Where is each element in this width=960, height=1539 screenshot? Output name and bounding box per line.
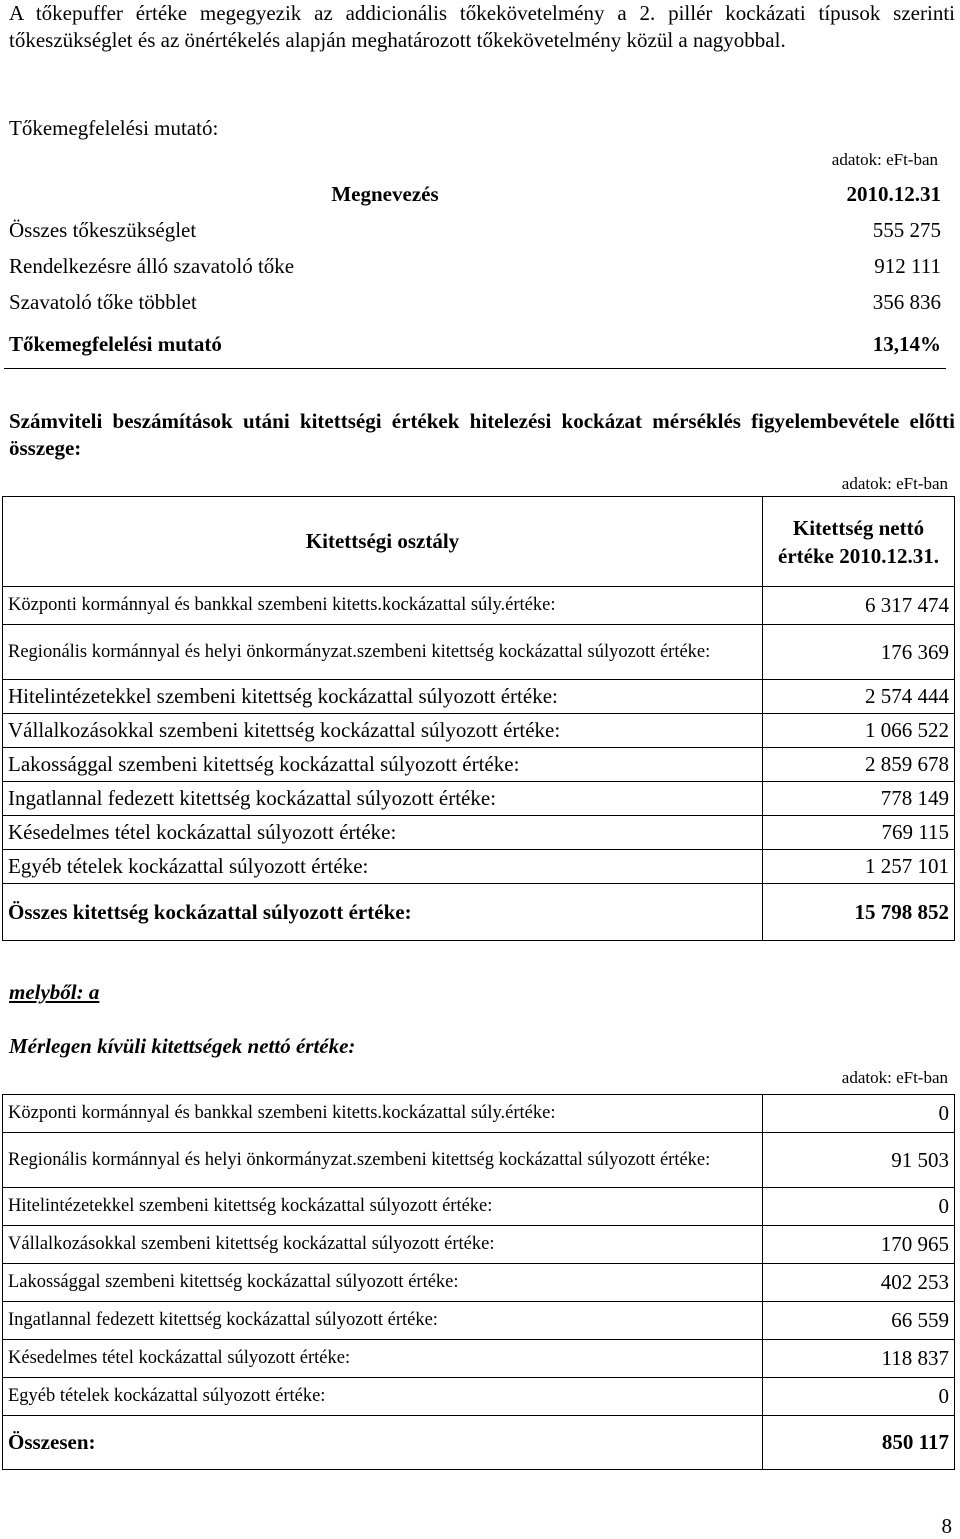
capital-unit-note: adatok: eFt-ban — [831, 150, 938, 169]
table-row — [3, 1340, 955, 1378]
table-row — [3, 1378, 955, 1416]
row-label: Regionális kormánnyal és helyi önkormányzat.szembeni kitettség kockázattal súlyozott értéke: — [3, 625, 763, 680]
row-value: 356 836 — [872, 289, 941, 314]
row-value: 91 503 — [763, 1133, 955, 1188]
row-label: Lakossággal szembeni kitettség kockázattal súlyozott értéke: — [3, 748, 763, 782]
table-row — [3, 816, 955, 850]
table-total-row — [3, 1416, 955, 1470]
table-row — [3, 680, 955, 714]
table-row — [3, 1095, 955, 1133]
offbalance-heading: Mérlegen kívüli kitettségek nettó értéke: — [9, 1034, 356, 1058]
row-value: 2 859 678 — [763, 748, 955, 782]
table-header-row — [4, 176, 946, 212]
row-value: 2 574 444 — [763, 680, 955, 714]
row-value: 912 111 — [874, 253, 941, 278]
row-label: Összes tőkeszükséglet — [9, 217, 197, 242]
table-row — [4, 284, 946, 320]
table-row — [4, 248, 946, 284]
table-row — [3, 587, 955, 625]
intro-paragraph: A tőkepuffer értéke megegyezik az addicionális tőkekövetelmény a 2. pillér kockázati típusok szerinti tőkeszükséglet és az önértékelés alapján meghatározott tőkekövetelmény közül a nagyobbal. — [9, 1, 955, 52]
of-which-label: melyből: a — [9, 980, 100, 1004]
row-label: Központi kormánnyal és bankkal szembeni kitetts.kockázattal súly.értéke: — [3, 1095, 763, 1133]
total-label: Tőkemegfelelési mutató — [4, 320, 766, 369]
row-label: Vállalkozásokkal szembeni kitettség kockázattal súlyozott értéke: — [3, 1226, 763, 1264]
table-header-row — [3, 497, 955, 587]
column-header-class: Kitettségi osztály — [3, 497, 763, 587]
row-label: Késedelmes tétel kockázattal súlyozott értéke: — [3, 1340, 763, 1378]
row-value: 0 — [763, 1378, 955, 1416]
row-label: Ingatlannal fedezett kitettség kockázattal súlyozott értéke: — [3, 1302, 763, 1340]
row-label: Egyéb tételek kockázattal súlyozott értéke: — [3, 1378, 763, 1416]
total-label: Összes kitettség kockázattal súlyozott értéke: — [3, 884, 763, 941]
row-label: Lakossággal szembeni kitettség kockázattal súlyozott értéke: — [3, 1264, 763, 1302]
exposure-unit-note: adatok: eFt-ban — [841, 474, 948, 493]
table-total-row — [3, 884, 955, 941]
row-value: 1 257 101 — [763, 850, 955, 884]
row-label: Regionális kormánnyal és helyi önkormányzat.szembeni kitettség kockázattal súlyozott értéke: — [3, 1133, 763, 1188]
offbalance-unit-note: adatok: eFt-ban — [841, 1068, 948, 1087]
row-label: Szavatoló tőke többlet — [9, 289, 197, 314]
row-value: 0 — [763, 1188, 955, 1226]
row-value: 66 559 — [763, 1302, 955, 1340]
row-value: 555 275 — [872, 217, 941, 242]
exposure-table — [2, 496, 955, 941]
row-label: Vállalkozásokkal szembeni kitettség kockázattal súlyozott értéke: — [3, 714, 763, 748]
table-row — [4, 212, 946, 248]
total-value: 13,14% — [766, 320, 946, 369]
total-value: 850 117 — [763, 1416, 955, 1470]
row-value: 118 837 — [763, 1340, 955, 1378]
table-row — [3, 850, 955, 884]
column-header-date: 2010.12.31 — [846, 181, 941, 206]
row-label: Egyéb tételek kockázattal súlyozott értéke: — [3, 850, 763, 884]
table-row — [3, 1133, 955, 1188]
row-label: Késedelmes tétel kockázattal súlyozott értéke: — [3, 816, 763, 850]
row-label: Rendelkezésre álló szavatoló tőke — [9, 253, 295, 278]
row-value: 0 — [763, 1095, 955, 1133]
row-value: 1 066 522 — [763, 714, 955, 748]
total-label: Összesen: — [3, 1416, 763, 1470]
row-value: 176 369 — [763, 625, 955, 680]
row-value: 402 253 — [763, 1264, 955, 1302]
table-row — [3, 1188, 955, 1226]
table-row — [3, 625, 955, 680]
table-row — [3, 748, 955, 782]
table-total-row — [4, 320, 946, 369]
table-row — [3, 782, 955, 816]
row-value: 778 149 — [763, 782, 955, 816]
row-value: 6 317 474 — [763, 587, 955, 625]
table-row — [3, 1226, 955, 1264]
offbalance-table — [2, 1094, 955, 1470]
capital-adequacy-table — [4, 176, 946, 369]
table-row — [3, 1302, 955, 1340]
row-label: Központi kormánnyal és bankkal szembeni kitetts.kockázattal súly.értéke: — [3, 587, 763, 625]
row-value: 170 965 — [763, 1226, 955, 1264]
table-row — [3, 714, 955, 748]
row-value: 769 115 — [763, 816, 955, 850]
column-header-value: Kitettség nettó értéke 2010.12.31. — [763, 497, 955, 587]
total-value: 15 798 852 — [763, 884, 955, 941]
page-number: 8 — [941, 1514, 952, 1538]
capital-adequacy-heading: Tőkemegfelelési mutató: — [9, 116, 219, 140]
exposure-heading: Számviteli beszámítások utáni kitettségi értékek hitelezési kockázat mérséklés figyelembevétele előtti összege: — [9, 409, 955, 460]
row-label: Hitelintézetekkel szembeni kitettség kockázattal súlyozott értéke: — [3, 1188, 763, 1226]
row-label: Hitelintézetekkel szembeni kitettség kockázattal súlyozott értéke: — [3, 680, 763, 714]
column-header-name: Megnevezés — [331, 181, 439, 206]
table-row — [3, 1264, 955, 1302]
row-label: Ingatlannal fedezett kitettség kockázattal súlyozott értéke: — [3, 782, 763, 816]
